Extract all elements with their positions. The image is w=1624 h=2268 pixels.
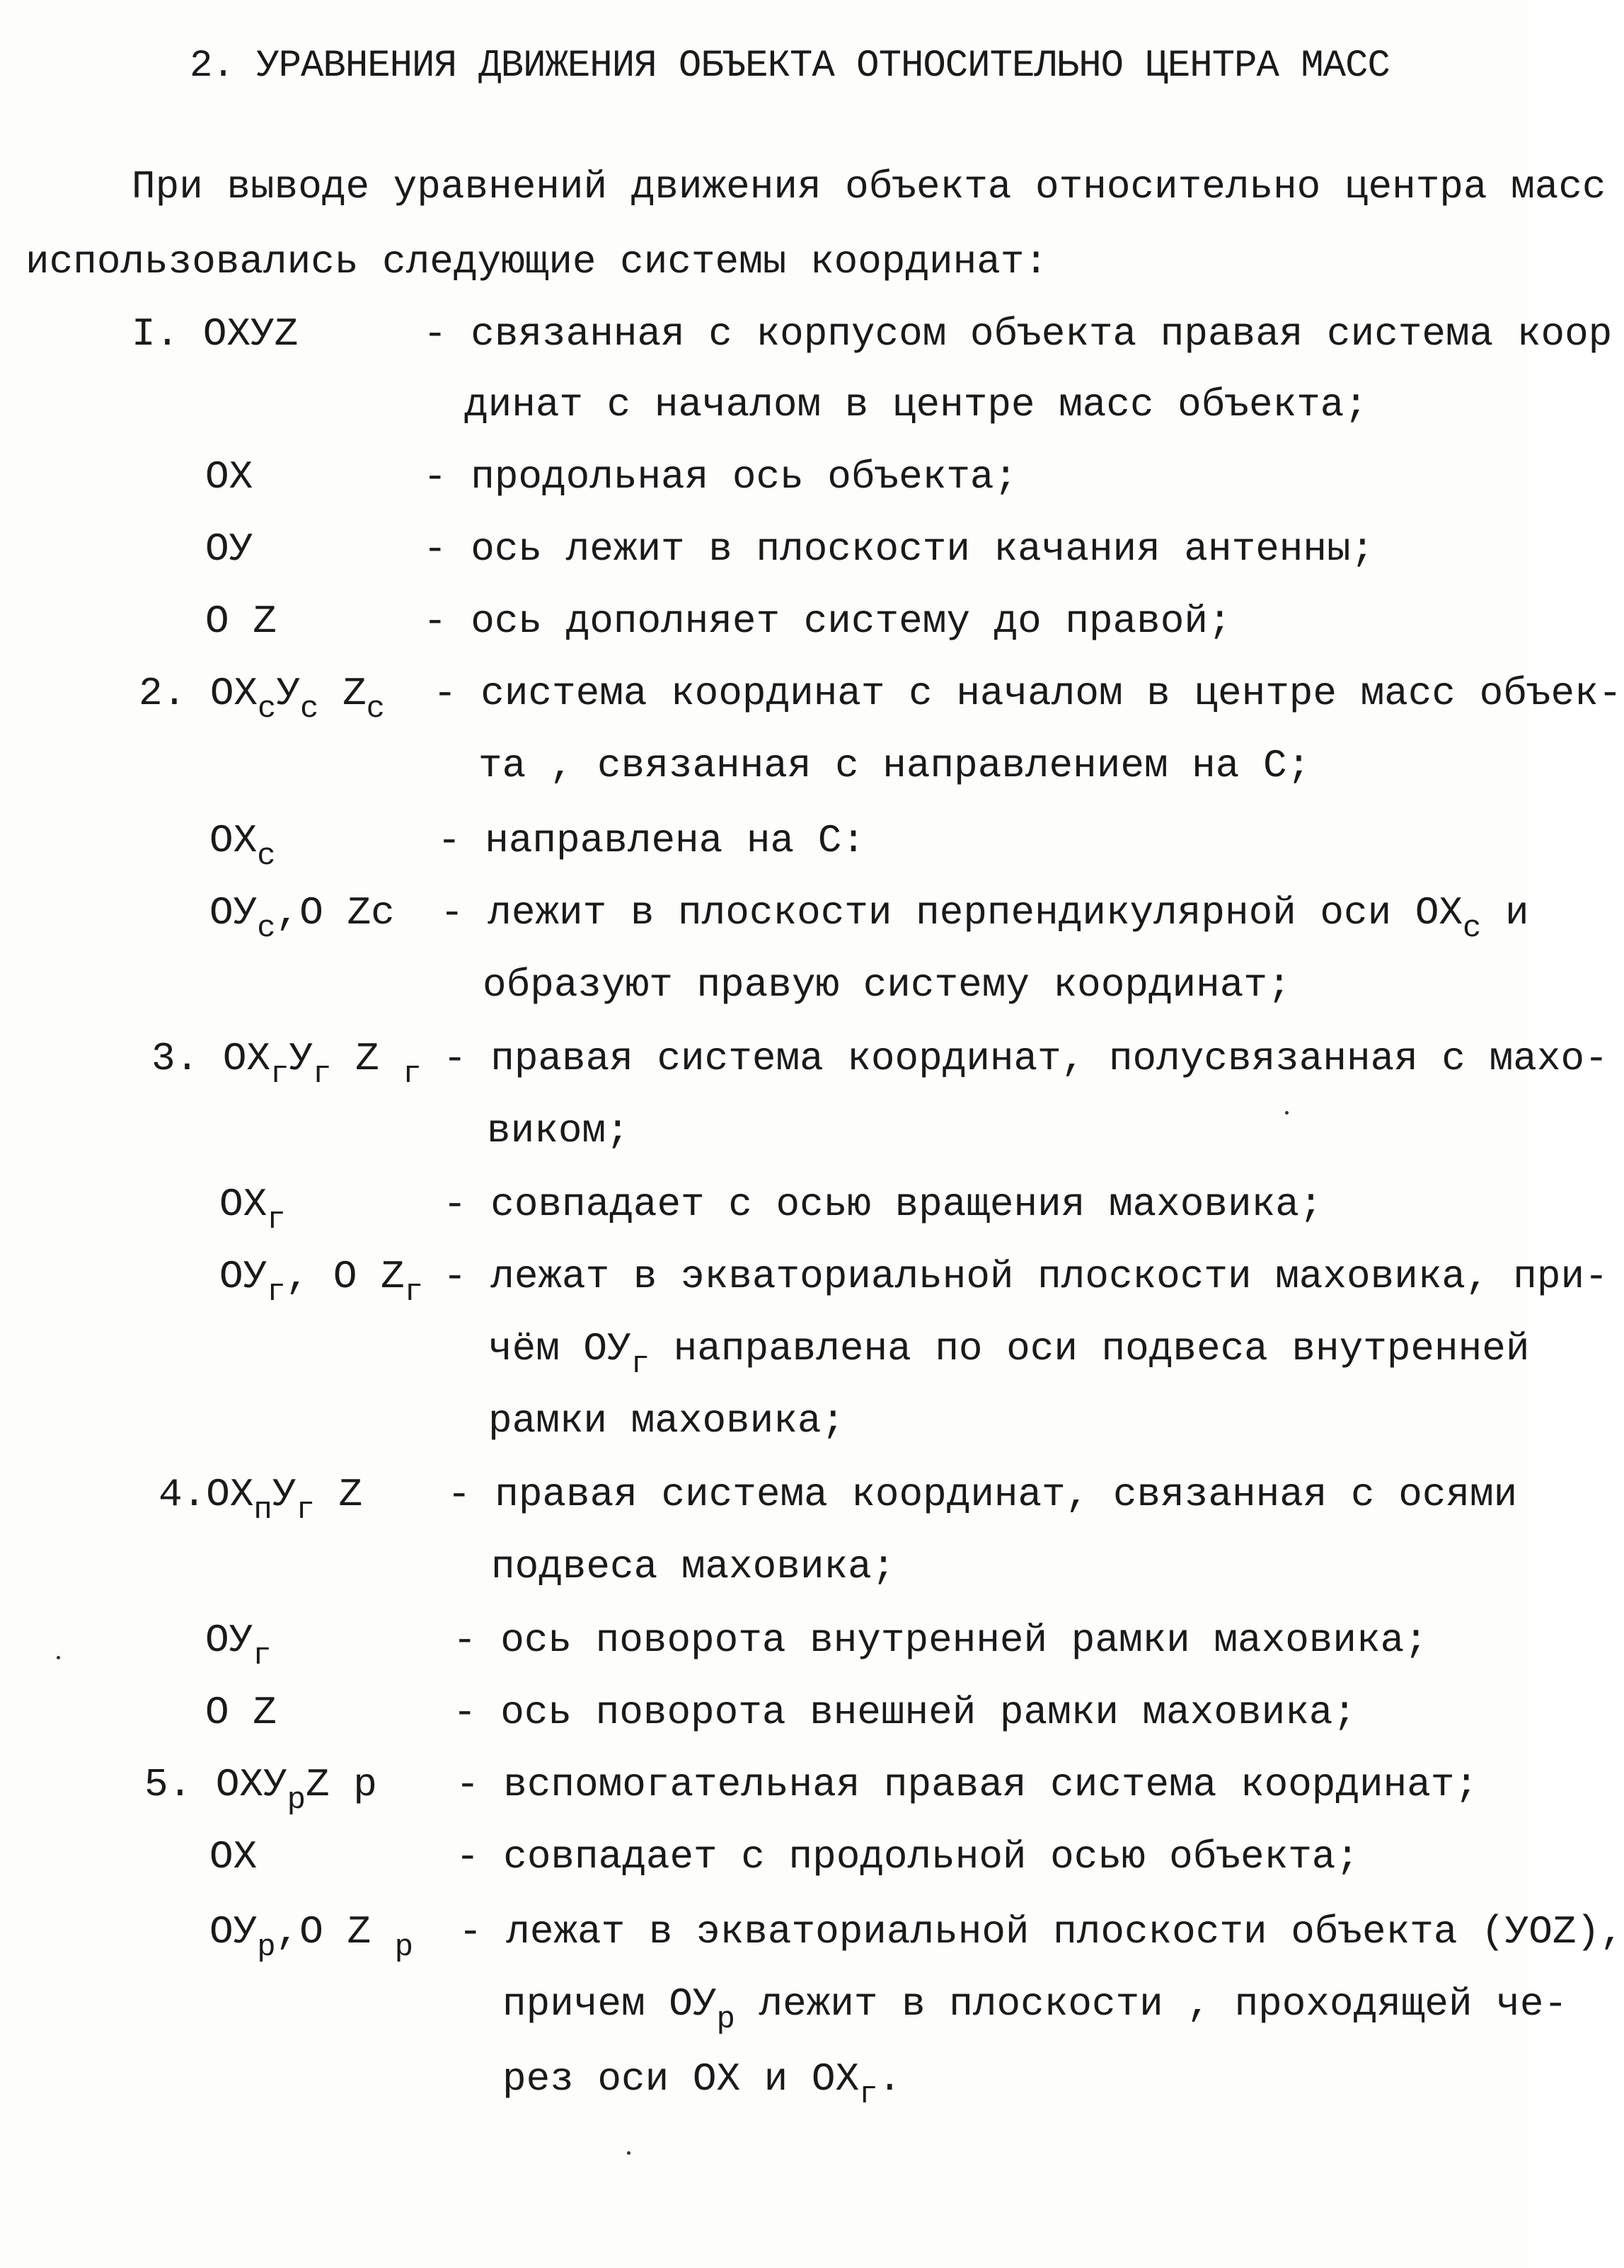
- item-3b-label: $ОУ_г$, О $Z_г$: [219, 1254, 424, 1310]
- item-3-desc-line-2: виком;: [487, 1108, 630, 1153]
- item-3-label: 3. $ОХ_гУ_г$ Z $_г$: [151, 1036, 422, 1092]
- item-5-desc: - вспомогательная правая система координат;: [456, 1762, 1479, 1807]
- item-1-desc-line-2: динат с началом в центре масс объекта;: [464, 382, 1369, 427]
- item-5b-label: $ОУ_р,О$ Z $_р$: [209, 1909, 414, 1965]
- item-4a-label: $ОУ_г$: [205, 1618, 272, 1674]
- item-5a-label: ОХ: [209, 1834, 258, 1880]
- item-3b-desc-line-1: - лежат в экваториальной плоскости маховика, при-: [443, 1254, 1608, 1299]
- item-4a-desc: - ось поворота внутренней рамки маховика;: [453, 1618, 1428, 1663]
- item-5-label: 5. $ОХУ_рZ$ р: [144, 1762, 377, 1818]
- item-4b-desc: - ось поворота внешней рамки маховика;: [453, 1690, 1357, 1735]
- intro-line-2: использовались следующие системы координат:: [25, 239, 1049, 284]
- item-3b-desc-line-2: чём $ОУ_г$ направлена по оси подвеса внутренней: [488, 1326, 1530, 1382]
- item-2a-desc: - направлена на С:: [437, 818, 865, 863]
- item-5a-desc: - совпадает с продольной осью объекта;: [456, 1834, 1360, 1880]
- item-3-desc-line-1: - правая система координат, полусвязанная с махо-: [443, 1036, 1608, 1081]
- scan-speck: [627, 2151, 630, 2155]
- item-1c-label: О Z: [205, 599, 277, 644]
- item-2-desc-line-2: та , связанная с направлением на С;: [478, 743, 1311, 788]
- intro-line-1: При выводе уравнений движения объекта относительно центра масс: [132, 164, 1606, 209]
- scan-speck: [1285, 1111, 1289, 1115]
- page-title: 2. УРАВНЕНИЯ ДВИЖЕНИЯ ОБЪЕКТА ОТНОСИТЕЛЬНО ЦЕНТРА МАСС: [190, 45, 1390, 88]
- item-2b-desc-line-1: - лежит в плоскости перпендикулярной оси $ОХ_с$ и: [440, 890, 1529, 946]
- item-3b-desc-line-3: рамки маховика;: [488, 1398, 846, 1444]
- item-1a-desc: - продольная ось объекта;: [423, 454, 1018, 500]
- item-4-label: $4.ОХ_пУ_г$ Z: [159, 1472, 363, 1528]
- item-5b-desc-line-2: причем $ОУ_р$ лежит в плоскости , проходящей че-: [502, 1981, 1568, 2037]
- item-4-desc-line-2: подвеса маховика;: [491, 1544, 896, 1589]
- item-5b-desc-line-1: - лежат в экваториальной плоскости объекта (УОZ),: [459, 1909, 1624, 1955]
- item-5b-desc-line-3: рез оси ОХ и $ОХ_г$.: [502, 2056, 902, 2112]
- item-2a-label: $ОХ_с$: [209, 818, 276, 874]
- item-1-desc-line-1: - связанная с корпусом объекта правая система коор: [423, 311, 1613, 357]
- item-1-label: I. ОХУZ: [132, 311, 299, 357]
- item-2b-desc-line-2: образуют правую систему координат;: [483, 962, 1291, 1008]
- item-4b-label: О Z: [205, 1690, 277, 1735]
- item-3a-label: $ОХ_г$: [219, 1182, 286, 1238]
- item-2b-label: $ОУ_с,О$ Zс: [209, 890, 395, 946]
- item-3a-desc: - совпадает с осью вращения маховика;: [443, 1182, 1323, 1227]
- item-2-desc-line-1: - система координат с началом в центре масс объек-: [433, 671, 1623, 716]
- item-2-label: 2. $ОХ_сУ_с$ $Z_с$: [139, 671, 386, 727]
- item-1c-desc: - ось дополняет систему до правой;: [423, 599, 1232, 644]
- item-1b-desc: - ось лежит в плоскости качания антенны;: [423, 526, 1375, 572]
- item-1a-label: ОХ: [205, 454, 253, 500]
- item-4-desc-line-1: - правая система координат, связанная с осями: [447, 1472, 1518, 1517]
- item-1b-label: ОУ: [205, 526, 253, 572]
- scan-speck: [57, 1656, 60, 1659]
